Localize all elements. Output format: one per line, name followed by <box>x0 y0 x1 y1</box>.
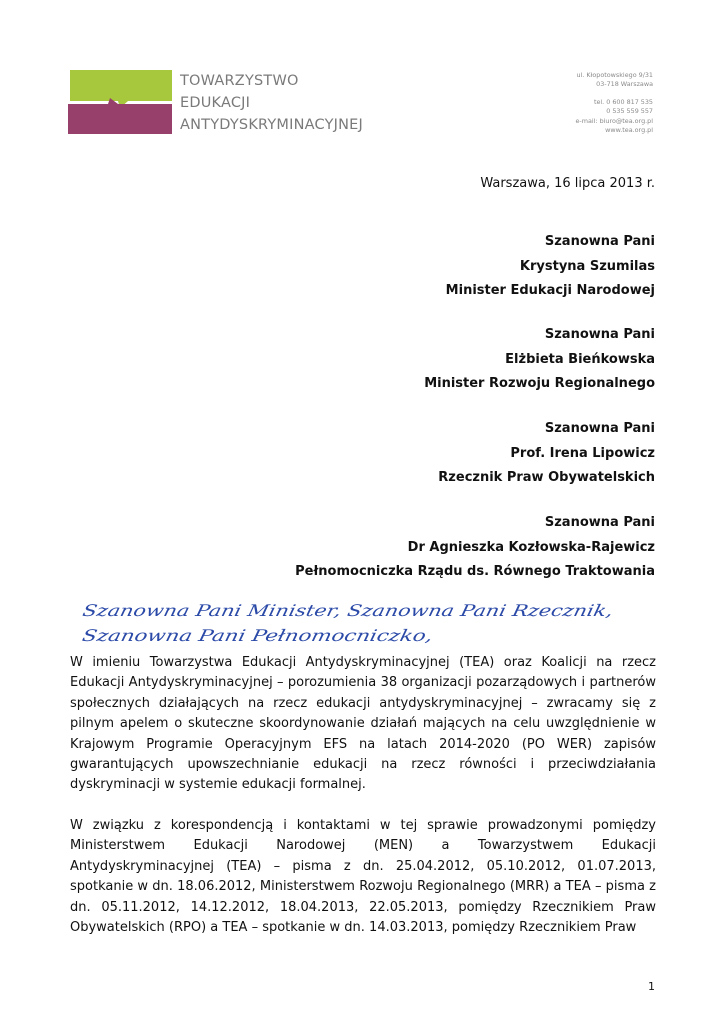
recipient-name: Prof. Irena Lipowicz <box>510 445 655 461</box>
recipient-block-2 <box>424 323 655 397</box>
recipient-block-4 <box>295 511 655 585</box>
organization-logo-text <box>180 70 363 136</box>
recipient-title: Pełnomocniczka Rządu ds. Równego Traktowania <box>295 564 655 579</box>
address-line-2: 03-718 Warszawa <box>596 80 653 89</box>
recipient-name: Krystyna Szumilas <box>519 258 655 274</box>
recipient-name: Dr Agnieszka Kozłowska-Rajewicz <box>407 539 655 555</box>
handwritten-greeting <box>80 596 640 648</box>
recipient-title: Minister Rozwoju Regionalnego <box>424 376 655 391</box>
recipient-salutation: Szanowna Pani <box>544 421 655 436</box>
handwritten-line-2: Szanowna Pani Pełnomocniczko, <box>80 626 348 645</box>
letter-date: Warszawa, 16 lipca 2013 r. <box>480 176 655 191</box>
recipient-salutation: Szanowna Pani <box>544 234 655 249</box>
email-line: e-mail: biuro@tea.org.pl <box>575 116 653 125</box>
logo-line-2: EDUKACJI <box>180 95 251 111</box>
recipient-salutation: Szanowna Pani <box>544 515 655 530</box>
body-paragraph-1: W imieniu Towarzystwa Edukacji Antydyskryminacyjnej (TEA) oraz Koalicji na rzecz Edukacji Antydyskryminacyjnej – porozumienia 38 organizacji pozarządowych i partnerów społecznych działających na rzecz edukacji antydyskryminacyjnej – zwracamy się z pilnym apelem o skuteczne skoordynowanie działań mających na celu uwzględnienie w Krajowym Programie Operacyjnym EFS na latach 2014-2020 (PO WER) zapisów gwarantujących upowszechnianie edukacji na rzecz równości i przeciwdziałania dyskryminacji w systemie edukacji formalnej. <box>70 655 656 793</box>
website-line: www.tea.org.pl <box>605 126 653 135</box>
address-line-1: ul. Kłopotowskiego 9/31 <box>576 71 653 79</box>
contact-block <box>575 71 653 135</box>
logo-green-speech-bubble <box>70 70 172 108</box>
recipient-title: Rzecznik Praw Obywatelskich <box>438 470 655 485</box>
recipient-block-1 <box>446 230 655 304</box>
phone-line-1: tel. 0 600 817 535 <box>593 97 653 106</box>
recipient-block-3 <box>438 417 655 491</box>
page-number: 1 <box>648 980 655 993</box>
logo-line-3: ANTYDYSKRYMINACYJNEJ <box>180 117 364 133</box>
handwritten-line-1: Szanowna Pani Minister, Szanowna Pani Rzecznik, <box>80 601 495 620</box>
body-paragraph-2: W związku z korespondencją i kontaktami w tej sprawie prowadzonymi pomiędzy Ministerstwem Edukacji Narodowej (MEN) a Towarzystwem Edukacji Antydyskryminacyjnej (TEA) – pisma z dn. 25.04.2012, 05.10.2012, 01.07.2013, spotkanie w dn. 18.06.2012, Ministerstwem Rozwoju Regionalnego (MRR) a TEA – pisma z dn. 05.11.2012, 14.12.2012, 18.04.2013, 22.05.2013, pomiędzy Rzecznikiem Praw Obywatelskich (RPO) a TEA – spotkanie w dn. 14.03.2013, pomiędzy Rzecznikiem Praw <box>70 818 656 936</box>
recipient-name: Elżbieta Bieńkowska <box>505 351 655 367</box>
organization-logo-mark <box>68 70 172 134</box>
recipient-salutation: Szanowna Pani <box>544 327 655 342</box>
logo-line-1: TOWARZYSTWO <box>180 73 299 89</box>
recipient-title: Minister Edukacji Narodowej <box>445 283 655 298</box>
phone-line-2: 0 535 559 557 <box>606 107 653 116</box>
